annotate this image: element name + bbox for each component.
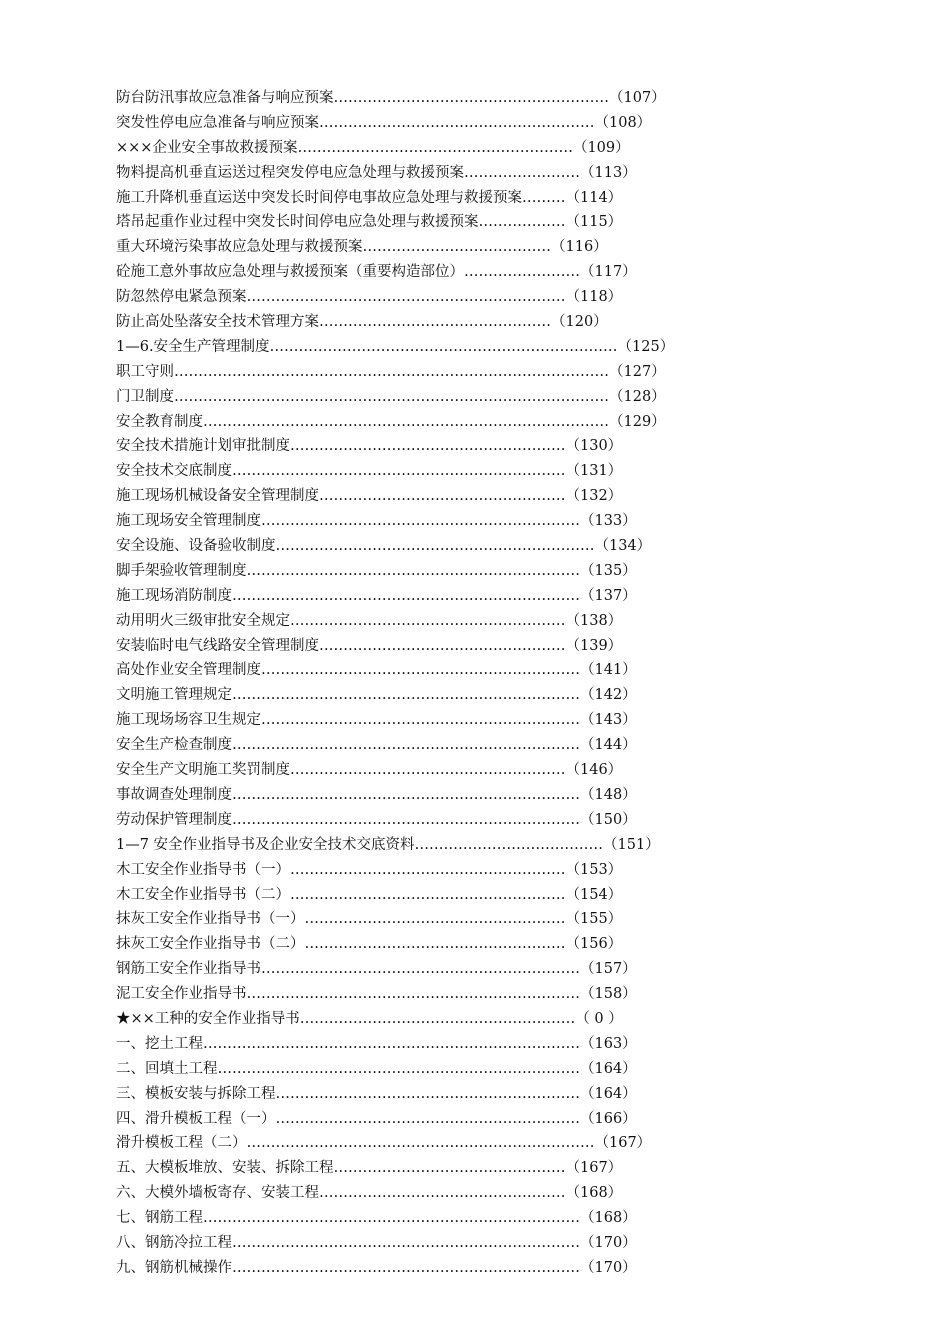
toc-entry: 泥工安全作业指导书……………………………………………………………（158） [116,986,637,1003]
toc-entry: 滑升模板工程（二）………………………………………………………………（167） [116,1135,652,1152]
toc-entry: 安全技术措施计划审批制度…………………………………………………（130） [116,438,623,455]
toc-entry: 一、挖土工程……………………………………………………………………（163） [116,1035,637,1052]
toc-entry: 三、模板安装与拆除工程………………………………………………………（164） [116,1085,637,1102]
toc-entry: 重大环境污染事故应急处理与救援预案…………………………………（116） [116,239,608,256]
toc-entry: ★××工种的安全作业指导书…………………………………………………（ 0 ） [116,1010,623,1027]
toc-entry: 事故调查处理制度………………………………………………………………（148） [116,786,637,803]
toc-entry: 物料提高机垂直运送过程突发停电应急处理与救援预案……………………（113） [116,164,637,181]
toc-entry: 钢筋工安全作业指导书…………………………………………………………（157） [116,961,637,978]
table-of-contents [116,86,756,1281]
toc-entry: 防止高处坠落安全技术管理方案…………………………………………（120） [116,314,608,331]
toc-entry: 脚手架验收管理制度……………………………………………………………（135） [116,562,637,579]
toc-entry: 七、钢筋工程……………………………………………………………………（168） [116,1210,637,1227]
toc-entry: 安全教育制度…………………………………………………………………………（129） [116,413,666,430]
toc-entry: 防忽然停电紧急预案…………………………………………………………（118） [116,289,623,306]
toc-entry: 施工现场场容卫生规定…………………………………………………………（143） [116,712,637,729]
toc-entry: 高处作业安全管理制度…………………………………………………………（141） [116,662,637,679]
toc-entry: 安全技术交底制度……………………………………………………………（131） [116,463,623,480]
toc-entry: 突发性停电应急准备与响应预案…………………………………………………（108） [116,114,652,131]
toc-entry: ×××企业安全事故救援预案…………………………………………………（109） [116,139,630,156]
toc-entry: 九、钢筋机械操作………………………………………………………………（170） [116,1259,637,1276]
toc-entry: 八、钢筋冷拉工程………………………………………………………………（170） [116,1234,637,1251]
toc-entry: 门卫制度………………………………………………………………………………（128） [116,388,666,405]
toc-entry: 施工现场机械设备安全管理制度……………………………………………（132） [116,488,623,505]
toc-entry: 劳动保护管理制度………………………………………………………………（150） [116,811,637,828]
toc-entry: 动用明火三级审批安全规定…………………………………………………（138） [116,612,623,629]
toc-entry: 四、滑升模板工程（一）………………………………………………………（166） [116,1110,637,1127]
toc-entry: 木工安全作业指导书（二）…………………………………………………（154） [116,886,623,903]
toc-entry: 木工安全作业指导书（一）…………………………………………………（153） [116,861,623,878]
toc-entry: 施工现场消防制度………………………………………………………………（137） [116,587,637,604]
toc-entry: 防台防汛事故应急准备与响应预案…………………………………………………（107） [116,90,666,106]
toc-entry: 安全生产文明施工奖罚制度…………………………………………………（146） [116,762,623,779]
toc-entry: 安全生产检查制度………………………………………………………………（144） [116,737,637,754]
toc-entry: 五、大模板堆放、安装、拆除工程…………………………………………（167） [116,1160,623,1177]
toc-entry: 职工守则………………………………………………………………………………（127） [116,363,666,380]
toc-entry: 施工现场安全管理制度…………………………………………………………（133） [116,513,637,530]
toc-entry: 安全设施、设备验收制度…………………………………………………………（134） [116,538,652,555]
toc-entry: 六、大模外墙板寄存、安装工程……………………………………………（168） [116,1185,623,1202]
toc-entry: 施工升降机垂直运送中突发长时间停电事故应急处理与救援预案………（114） [116,189,623,206]
toc-entry: 塔吊起重作业过程中突发长时间停电应急处理与救援预案………………（115） [116,214,623,231]
toc-entry: 砼施工意外事故应急处理与救援预案（重要构造部位）……………………（117） [116,264,637,281]
toc-entry: 抹灰工安全作业指导书（二）………………………………………………（156） [116,936,623,953]
toc-entry: 抹灰工安全作业指导书（一）………………………………………………（155） [116,911,623,928]
toc-entry: 二、回填土工程…………………………………………………………………（164） [116,1060,637,1077]
toc-entry: 1—6.安全生产管理制度………………………………………………………………（125） [116,338,675,355]
toc-entry: 1—7 安全作业指导书及企业安全技术交底资料…………………………………（151） [116,836,660,853]
toc-entry: 安装临时电气线路安全管理制度……………………………………………（139） [116,637,623,654]
toc-entry: 文明施工管理规定………………………………………………………………（142） [116,687,637,704]
